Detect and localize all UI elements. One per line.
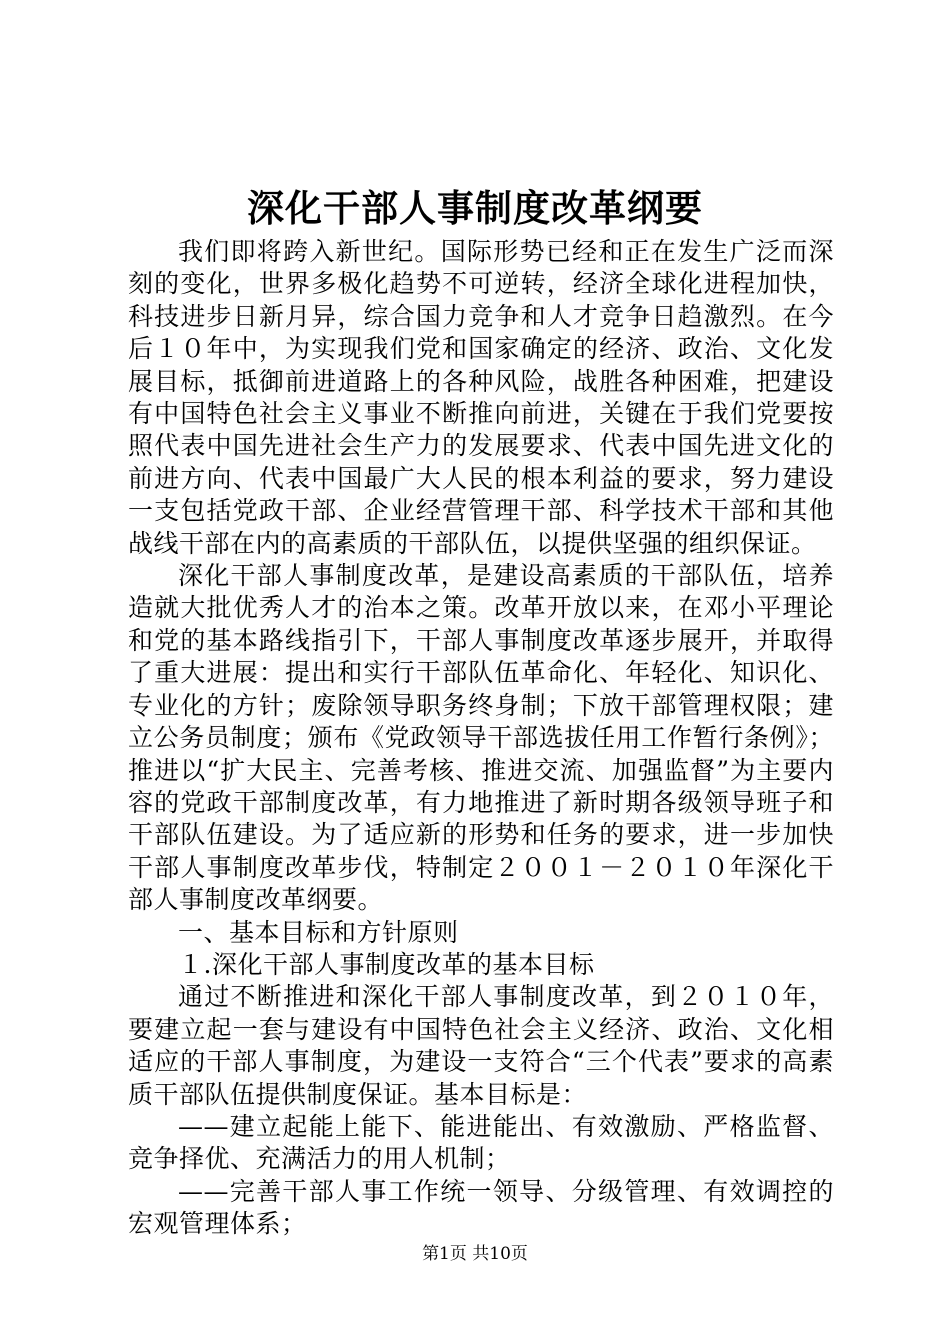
paragraph-goals: 通过不断推进和深化干部人事制度改革，到２０１０年，要建立起一套与建设有中国特色社会主义经济、政治、文化相适应的干部人事制度，为建设一支符合“三个代表”要求的高素质干部队伍提供制度保证。基本目标是： — [128, 982, 834, 1109]
page-total: 共10页 — [472, 1244, 528, 1264]
list-item-goal: ——建立起能上能下、能进能出、有效激励、严格监督、竞争择优、充满活力的用人机制； — [128, 1111, 834, 1174]
subsection-heading: １.深化干部人事制度改革的基本目标 — [178, 949, 595, 979]
paragraph-reform-background: 深化干部人事制度改革，是建设高素质的干部队伍，培养造就大批优秀人才的治本之策。改革开放以来，在邓小平理论和党的基本路线指引下，干部人事制度改革逐步展开，并取得了重大进展：提出和实行干部队伍革命化、年轻化、知识化、专业化的方针；废除领导职务终身制；下放干部管理权限；建立公务员制度；颁布《党政领导干部选拔任用工作暂行条例》；推进以“扩大民主、完善考核、推进交流、加强监督”为主要内容的党政干部制度改革，有力地推进了新时期各级领导班子和干部队伍建设。为了适应新的形势和任务的要求，进一步加快干部人事制度改革步伐，特制定２００１－２０１０年深化干部人事制度改革纲要。 — [128, 561, 834, 915]
list-item-goal: ——完善干部人事工作统一领导、分级管理、有效调控的宏观管理体系； — [128, 1176, 834, 1239]
page-footer — [0, 1242, 950, 1266]
paragraph-intro: 我们即将跨入新世纪。国际形势已经和正在发生广泛而深刻的变化，世界多极化趋势不可逆转，经济全球化进程加快，科技进步日新月异，综合国力竞争和人才竞争日趋激烈。在今后１０年中，为实现我们党和国家确定的经济、政治、文化发展目标，抵御前进道路上的各种风险，战胜各种困难，把建设有中国特色社会主义事业不断推向前进，关键在于我们党要按照代表中国先进社会生产力的发展要求、代表中国先进文化的前进方向、代表中国最广大人民的根本利益的要求，努力建设一支包括党政干部、企业经营管理干部、科学技术干部和其他战线干部在内的高素质的干部队伍，以提供坚强的组织保证。 — [128, 237, 834, 558]
section-heading: 一、基本目标和方针原则 — [178, 917, 459, 947]
page-number: 第1页 — [422, 1244, 467, 1264]
document-body — [128, 236, 834, 1241]
document-title: 深化干部人事制度改革纲要 — [247, 186, 703, 230]
